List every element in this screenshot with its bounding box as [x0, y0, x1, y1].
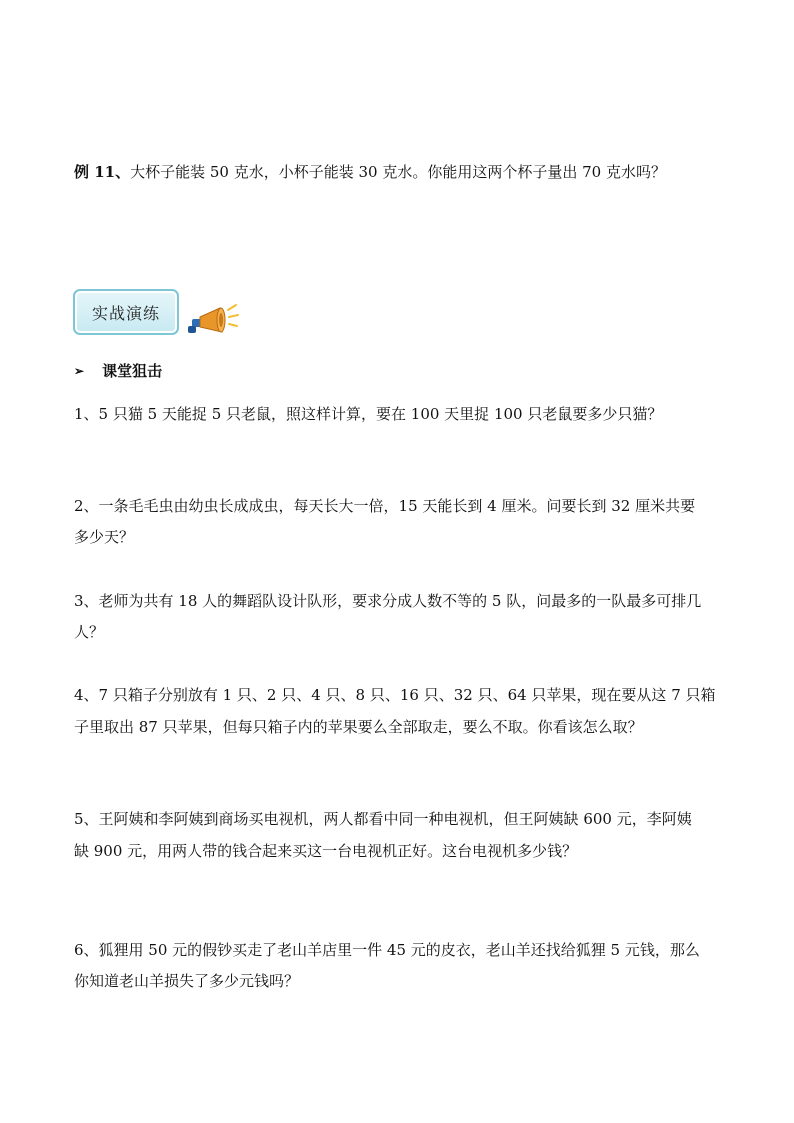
megaphone-icon	[186, 302, 240, 336]
question-5-line-2: 缺 900 元，用两人带的钱合起来买这一台电视机正好。这台电视机多少钱？	[74, 842, 578, 860]
question-4-line-2: 子里取出 87 只苹果，但每只箱子内的苹果要么全部取走，要么不取。你看该怎么取？	[74, 718, 643, 736]
question-2-line-1: 2、一条毛毛虫由幼虫长成成虫，每天长大一倍，15 天能长到 4 厘米。问要长到 32 厘米共要	[74, 497, 696, 515]
question-1-line-1: 1、5 只猫 5 天能捉 5 只老鼠，照这样计算，要在 100 天里捉 100 只老鼠要多少只猫？	[74, 405, 663, 423]
question-2-line-2: 多少天？	[74, 528, 135, 546]
question-3-line-2: 人？	[74, 623, 105, 641]
section-title-box	[73, 289, 179, 335]
arrow-bullet-icon: ➢	[74, 364, 85, 378]
question-4-line-1: 4、7 只箱子分别放有 1 只、2 只、4 只、8 只、16 只、32 只、64 只苹果，现在要从这 7 只箱	[74, 686, 716, 704]
subhead-classroom	[74, 361, 162, 381]
question-3-line-1: 3、老师为共有 18 人的舞蹈队设计队形，要求分成人数不等的 5 队，问最多的一队最多可排几	[74, 592, 702, 610]
example-text: 大杯子能装 50 克水，小杯子能装 30 克水。你能用这两个杯子量出 70 克水吗？	[130, 163, 666, 181]
section-title: 实战演练	[91, 303, 160, 323]
question-6-line-1: 6、狐狸用 50 元的假钞买走了老山羊店里一件 45 元的皮衣，老山羊还找给狐狸 5 元钱，那么	[74, 941, 700, 959]
subhead-text: 课堂狙击	[102, 362, 163, 380]
example-11	[74, 162, 734, 182]
question-6-line-2: 你知道老山羊损失了多少元钱吗？	[74, 972, 300, 990]
example-label: 例 11、	[74, 163, 131, 181]
question-5-line-1: 5、王阿姨和李阿姨到商场买电视机，两人都看中同一种电视机，但王阿姨缺 600 元，李阿姨	[74, 810, 692, 828]
